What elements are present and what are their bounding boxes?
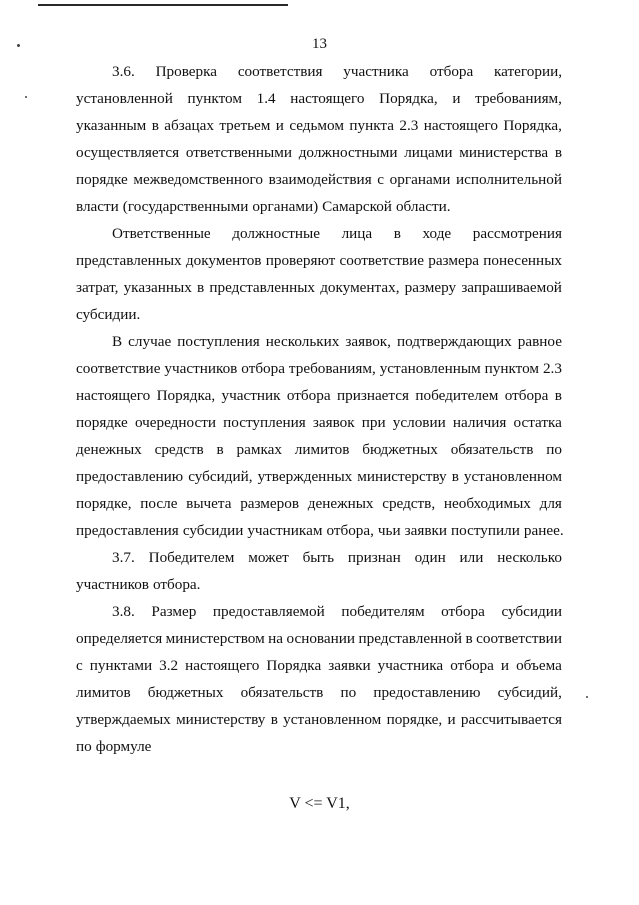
formula: V <= V1, <box>289 795 350 812</box>
text-line: по формуле <box>76 738 152 755</box>
text-line: власти (государственными органами) Самарской области. <box>76 198 451 215</box>
text-line: 3.7. Победителем может быть признан один или несколько <box>112 549 562 566</box>
text-line: определяется министерством на основании представленной в соответствии <box>76 630 562 647</box>
scan-top-line <box>38 4 288 6</box>
paragraph <box>76 58 562 220</box>
paragraph <box>76 328 562 544</box>
text-line: участников отбора. <box>76 576 201 593</box>
text-line: субсидии. <box>76 306 141 323</box>
text-line: соответствие участников отбора требованиям, установленным пунктом 2.3 <box>76 360 562 377</box>
text-line: Ответственные должностные лица в ходе рассмотрения <box>112 225 562 242</box>
text-line: утверждаемых министерству в установленном порядке, и рассчитывается <box>76 711 562 728</box>
paragraph <box>76 598 562 760</box>
paragraph <box>76 544 562 598</box>
text-line: порядке очередности поступления заявок при условии наличия остатка <box>76 414 562 431</box>
text-line: предоставления субсидии участникам отбора, чьи заявки поступили ранее. <box>76 522 564 539</box>
text-line: предоставлению субсидий, утвержденных министерству в установленном <box>76 468 562 485</box>
text-line: представленных документов проверяют соответствие размера понесенных <box>76 252 562 269</box>
text-line: денежных средств в рамках лимитов бюджетных обязательств по <box>76 441 562 458</box>
scan-speck <box>586 696 588 698</box>
text-line: с пунктами 3.2 настоящего Порядка заявки участника отбора и объема <box>76 657 562 674</box>
scan-speck <box>25 96 27 98</box>
text-line: порядке, после вычета размеров денежных средств, необходимых для <box>76 495 562 512</box>
text-line: затрат, указанных в представленных документах, размеру запрашиваемой <box>76 279 562 296</box>
text-line: лимитов бюджетных обязательств по предоставлению субсидий, <box>76 684 562 701</box>
text-line: указанным в абзацах третьем и седьмом пункта 2.3 настоящего Порядка, <box>76 117 562 134</box>
text-line: В случае поступления нескольких заявок, подтверждающих равное <box>112 333 562 350</box>
text-line: 3.8. Размер предоставляемой победителям отбора субсидии <box>112 603 562 620</box>
text-line: настоящего Порядка, участник отбора признается победителем отбора в <box>76 387 562 404</box>
text-line: 3.6. Проверка соответствия участника отбора категории, <box>112 63 562 80</box>
text-line: осуществляется ответственными должностными лицами министерства в <box>76 144 562 161</box>
page-number: 13 <box>312 36 327 52</box>
text-line: порядке межведомственного взаимодействия с органами исполнительной <box>76 171 562 188</box>
text-line: установленной пунктом 1.4 настоящего Порядка, и требованиям, <box>76 90 562 107</box>
paragraph <box>76 220 562 328</box>
document-body <box>76 58 562 760</box>
